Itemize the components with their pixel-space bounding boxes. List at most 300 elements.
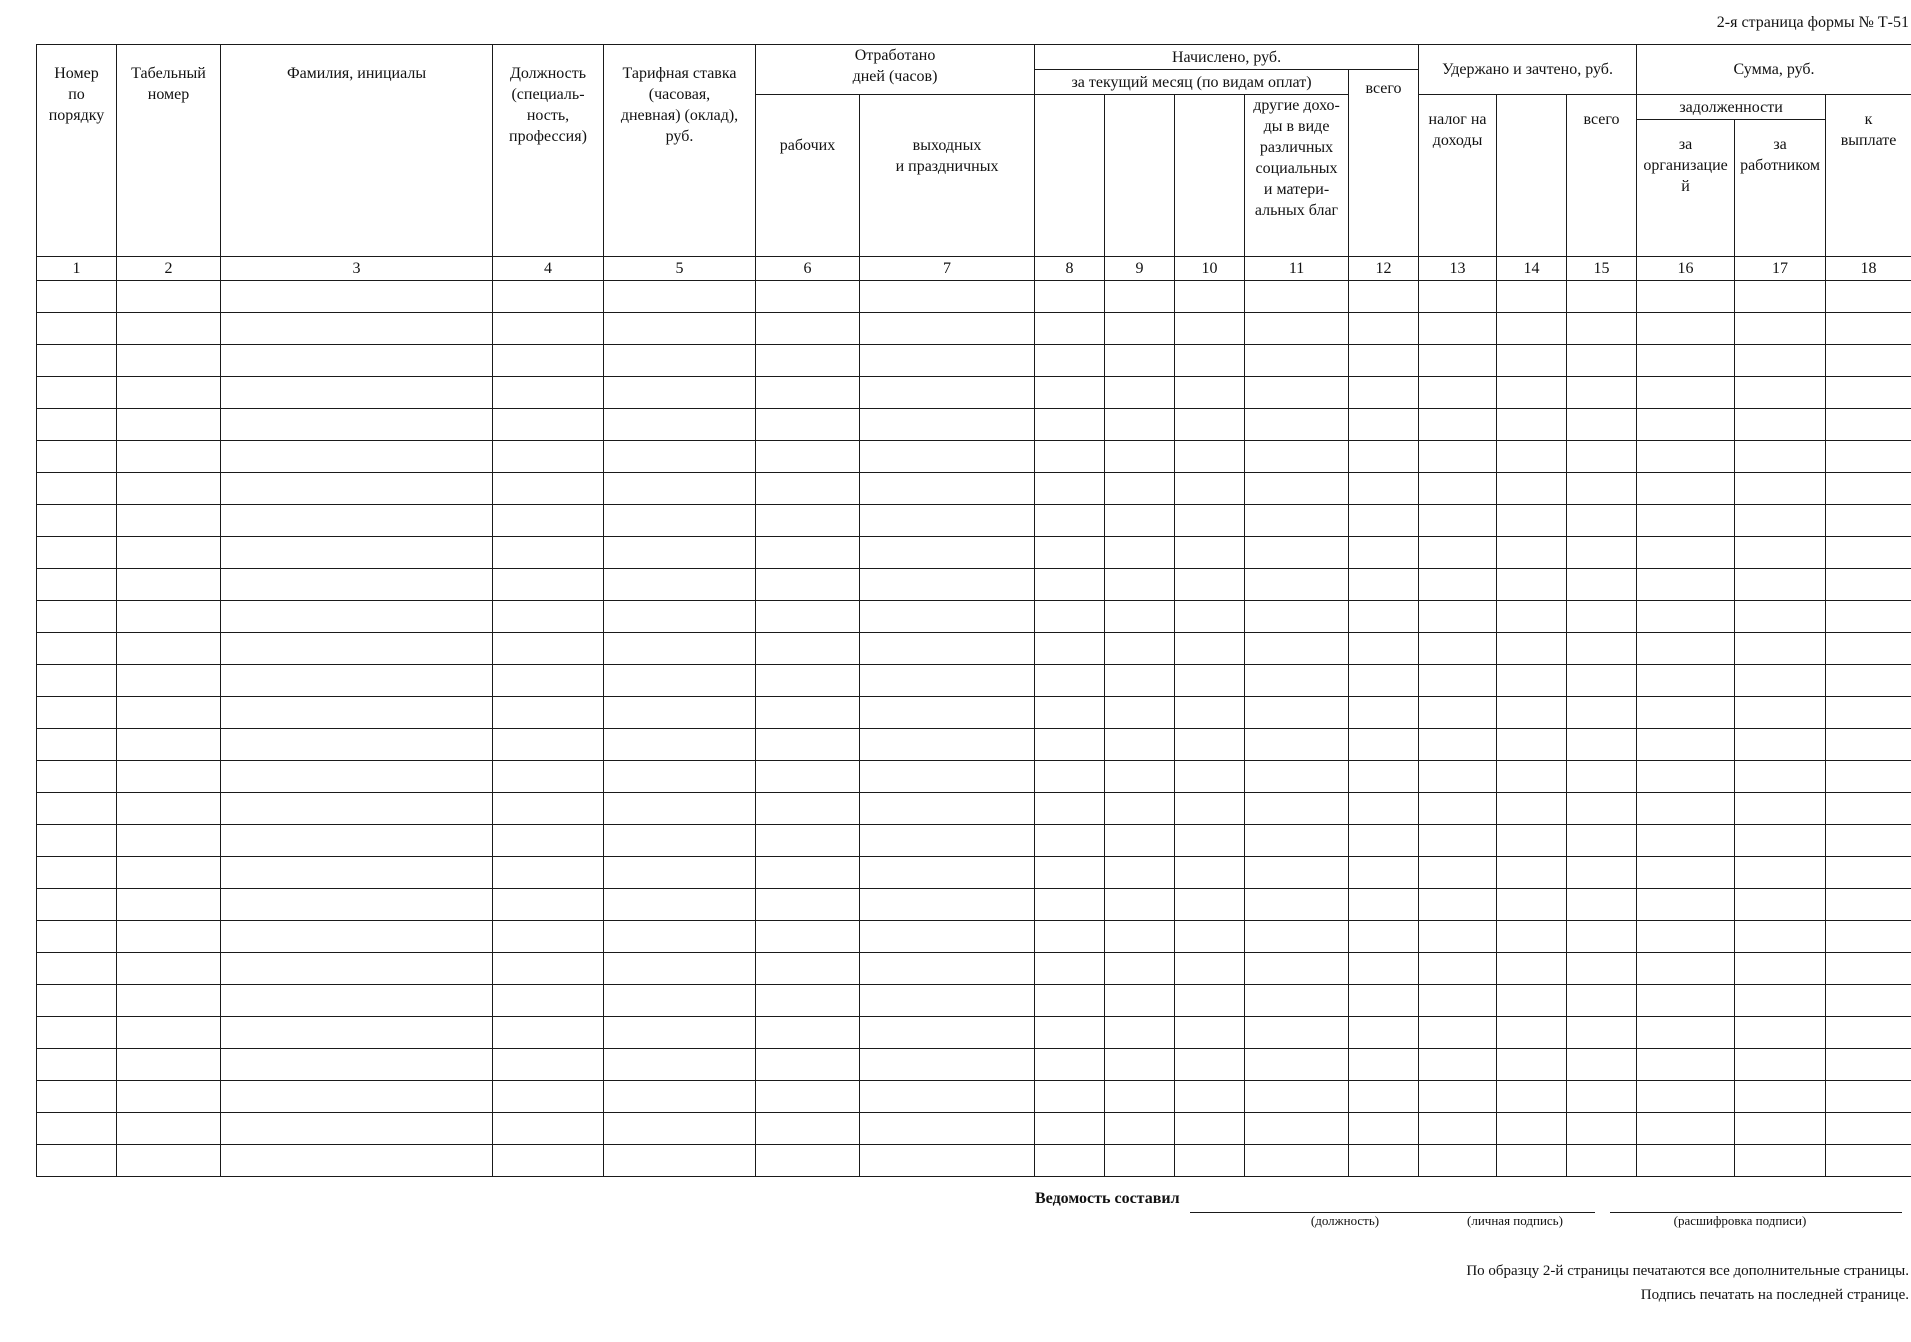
table-cell[interactable]	[604, 569, 756, 601]
table-cell[interactable]	[1637, 953, 1735, 985]
table-cell[interactable]	[604, 985, 756, 1017]
table-cell[interactable]	[604, 793, 756, 825]
table-cell[interactable]	[1175, 1145, 1245, 1177]
table-cell[interactable]	[1035, 569, 1105, 601]
table-cell[interactable]	[1105, 889, 1175, 921]
table-cell[interactable]	[1175, 601, 1245, 633]
table-cell[interactable]	[1419, 1017, 1497, 1049]
table-cell[interactable]	[1567, 601, 1637, 633]
table-cell[interactable]	[1245, 665, 1349, 697]
table-cell[interactable]	[1245, 921, 1349, 953]
table-cell[interactable]	[117, 825, 221, 857]
table-cell[interactable]	[1175, 569, 1245, 601]
table-cell[interactable]	[1497, 953, 1567, 985]
table-cell[interactable]	[1245, 729, 1349, 761]
table-cell[interactable]	[37, 313, 117, 345]
table-cell[interactable]	[1637, 793, 1735, 825]
table-cell[interactable]	[860, 505, 1035, 537]
table-cell[interactable]	[221, 537, 493, 569]
table-cell[interactable]	[1826, 1049, 1911, 1081]
table-cell[interactable]	[1497, 793, 1567, 825]
table-cell[interactable]	[1035, 377, 1105, 409]
table-cell[interactable]	[37, 697, 117, 729]
table-cell[interactable]	[1567, 473, 1637, 505]
table-cell[interactable]	[1419, 1081, 1497, 1113]
table-cell[interactable]	[117, 537, 221, 569]
table-cell[interactable]	[1419, 377, 1497, 409]
table-cell[interactable]	[37, 281, 117, 313]
table-cell[interactable]	[1735, 537, 1826, 569]
table-cell[interactable]	[493, 1049, 604, 1081]
table-cell[interactable]	[604, 473, 756, 505]
table-cell[interactable]	[1419, 697, 1497, 729]
table-cell[interactable]	[1735, 985, 1826, 1017]
table-cell[interactable]	[1735, 761, 1826, 793]
table-cell[interactable]	[37, 441, 117, 473]
table-cell[interactable]	[1175, 633, 1245, 665]
table-cell[interactable]	[1175, 921, 1245, 953]
table-cell[interactable]	[37, 729, 117, 761]
table-cell[interactable]	[1035, 825, 1105, 857]
table-cell[interactable]	[493, 825, 604, 857]
table-cell[interactable]	[117, 569, 221, 601]
table-cell[interactable]	[221, 441, 493, 473]
table-cell[interactable]	[1735, 281, 1826, 313]
table-cell[interactable]	[1175, 793, 1245, 825]
table-cell[interactable]	[37, 1081, 117, 1113]
table-cell[interactable]	[1419, 1145, 1497, 1177]
table-cell[interactable]	[1035, 633, 1105, 665]
table-cell[interactable]	[860, 1145, 1035, 1177]
table-cell[interactable]	[221, 409, 493, 441]
table-cell[interactable]	[1567, 345, 1637, 377]
table-cell[interactable]	[604, 825, 756, 857]
table-cell[interactable]	[604, 505, 756, 537]
table-cell[interactable]	[1637, 377, 1735, 409]
table-cell[interactable]	[756, 665, 860, 697]
table-cell[interactable]	[1826, 1113, 1911, 1145]
table-cell[interactable]	[1567, 409, 1637, 441]
table-cell[interactable]	[756, 953, 860, 985]
table-cell[interactable]	[1637, 665, 1735, 697]
table-cell[interactable]	[604, 665, 756, 697]
table-cell[interactable]	[37, 377, 117, 409]
table-cell[interactable]	[1637, 761, 1735, 793]
table-cell[interactable]	[1826, 537, 1911, 569]
table-cell[interactable]	[1735, 729, 1826, 761]
table-cell[interactable]	[860, 953, 1035, 985]
table-cell[interactable]	[1567, 633, 1637, 665]
table-cell[interactable]	[1826, 1145, 1911, 1177]
table-cell[interactable]	[117, 313, 221, 345]
table-cell[interactable]	[1497, 633, 1567, 665]
table-cell[interactable]	[756, 345, 860, 377]
table-cell[interactable]	[1349, 281, 1419, 313]
table-cell[interactable]	[1637, 345, 1735, 377]
table-cell[interactable]	[756, 537, 860, 569]
table-cell[interactable]	[493, 313, 604, 345]
table-cell[interactable]	[1419, 537, 1497, 569]
table-cell[interactable]	[1567, 825, 1637, 857]
table-cell[interactable]	[756, 409, 860, 441]
table-cell[interactable]	[1735, 921, 1826, 953]
table-cell[interactable]	[1035, 441, 1105, 473]
table-cell[interactable]	[756, 1113, 860, 1145]
table-cell[interactable]	[1105, 825, 1175, 857]
table-cell[interactable]	[37, 1017, 117, 1049]
table-cell[interactable]	[1349, 889, 1419, 921]
table-cell[interactable]	[1245, 377, 1349, 409]
table-cell[interactable]	[1349, 441, 1419, 473]
table-cell[interactable]	[1035, 1113, 1105, 1145]
table-cell[interactable]	[604, 313, 756, 345]
table-cell[interactable]	[1735, 857, 1826, 889]
table-cell[interactable]	[37, 1049, 117, 1081]
table-cell[interactable]	[1035, 793, 1105, 825]
table-cell[interactable]	[1105, 729, 1175, 761]
table-cell[interactable]	[493, 985, 604, 1017]
table-cell[interactable]	[1735, 1145, 1826, 1177]
table-cell[interactable]	[860, 569, 1035, 601]
table-cell[interactable]	[493, 505, 604, 537]
table-cell[interactable]	[860, 1017, 1035, 1049]
table-cell[interactable]	[1175, 825, 1245, 857]
table-cell[interactable]	[493, 793, 604, 825]
table-cell[interactable]	[860, 889, 1035, 921]
table-cell[interactable]	[1826, 1017, 1911, 1049]
table-cell[interactable]	[1349, 953, 1419, 985]
table-cell[interactable]	[604, 345, 756, 377]
table-cell[interactable]	[1567, 1049, 1637, 1081]
table-cell[interactable]	[117, 409, 221, 441]
table-cell[interactable]	[1735, 377, 1826, 409]
table-cell[interactable]	[1497, 1081, 1567, 1113]
table-cell[interactable]	[37, 825, 117, 857]
table-cell[interactable]	[604, 1049, 756, 1081]
table-cell[interactable]	[756, 281, 860, 313]
table-cell[interactable]	[1349, 665, 1419, 697]
table-cell[interactable]	[1419, 761, 1497, 793]
table-cell[interactable]	[1175, 1081, 1245, 1113]
table-cell[interactable]	[1349, 825, 1419, 857]
table-cell[interactable]	[1826, 505, 1911, 537]
table-cell[interactable]	[1105, 345, 1175, 377]
table-cell[interactable]	[756, 825, 860, 857]
table-cell[interactable]	[860, 601, 1035, 633]
table-cell[interactable]	[1637, 825, 1735, 857]
table-cell[interactable]	[1419, 729, 1497, 761]
table-cell[interactable]	[1105, 953, 1175, 985]
table-cell[interactable]	[37, 345, 117, 377]
table-cell[interactable]	[493, 889, 604, 921]
table-cell[interactable]	[221, 1049, 493, 1081]
table-cell[interactable]	[221, 729, 493, 761]
table-cell[interactable]	[493, 441, 604, 473]
table-cell[interactable]	[1497, 345, 1567, 377]
table-cell[interactable]	[1497, 281, 1567, 313]
table-cell[interactable]	[756, 313, 860, 345]
table-cell[interactable]	[493, 537, 604, 569]
table-cell[interactable]	[1419, 985, 1497, 1017]
table-cell[interactable]	[117, 1017, 221, 1049]
table-cell[interactable]	[860, 921, 1035, 953]
table-cell[interactable]	[1567, 857, 1637, 889]
table-cell[interactable]	[1035, 601, 1105, 633]
table-cell[interactable]	[604, 729, 756, 761]
table-cell[interactable]	[117, 985, 221, 1017]
table-cell[interactable]	[1497, 985, 1567, 1017]
table-cell[interactable]	[493, 1145, 604, 1177]
table-cell[interactable]	[604, 1081, 756, 1113]
table-cell[interactable]	[1349, 313, 1419, 345]
table-cell[interactable]	[117, 377, 221, 409]
table-cell[interactable]	[1175, 409, 1245, 441]
table-cell[interactable]	[37, 889, 117, 921]
table-cell[interactable]	[860, 825, 1035, 857]
table-cell[interactable]	[1175, 1113, 1245, 1145]
table-cell[interactable]	[1035, 985, 1105, 1017]
table-cell[interactable]	[1735, 313, 1826, 345]
table-cell[interactable]	[1826, 569, 1911, 601]
table-cell[interactable]	[1735, 505, 1826, 537]
table-cell[interactable]	[221, 793, 493, 825]
table-cell[interactable]	[1419, 601, 1497, 633]
table-cell[interactable]	[1637, 889, 1735, 921]
table-cell[interactable]	[1175, 665, 1245, 697]
table-cell[interactable]	[1637, 505, 1735, 537]
table-cell[interactable]	[860, 473, 1035, 505]
table-cell[interactable]	[1105, 633, 1175, 665]
table-cell[interactable]	[1419, 505, 1497, 537]
table-cell[interactable]	[221, 761, 493, 793]
table-cell[interactable]	[1175, 473, 1245, 505]
table-cell[interactable]	[221, 377, 493, 409]
table-cell[interactable]	[1826, 601, 1911, 633]
table-cell[interactable]	[1497, 761, 1567, 793]
table-cell[interactable]	[221, 1145, 493, 1177]
table-cell[interactable]	[1826, 985, 1911, 1017]
table-cell[interactable]	[37, 505, 117, 537]
table-cell[interactable]	[1105, 985, 1175, 1017]
table-cell[interactable]	[1419, 889, 1497, 921]
table-cell[interactable]	[860, 761, 1035, 793]
table-cell[interactable]	[1105, 665, 1175, 697]
table-cell[interactable]	[117, 505, 221, 537]
table-cell[interactable]	[1567, 793, 1637, 825]
table-cell[interactable]	[604, 633, 756, 665]
table-cell[interactable]	[1497, 313, 1567, 345]
table-cell[interactable]	[1735, 665, 1826, 697]
table-cell[interactable]	[1105, 569, 1175, 601]
table-cell[interactable]	[37, 537, 117, 569]
table-cell[interactable]	[1419, 857, 1497, 889]
table-cell[interactable]	[604, 1113, 756, 1145]
table-cell[interactable]	[493, 377, 604, 409]
table-cell[interactable]	[1419, 953, 1497, 985]
table-cell[interactable]	[756, 473, 860, 505]
table-cell[interactable]	[1419, 633, 1497, 665]
table-cell[interactable]	[860, 793, 1035, 825]
table-cell[interactable]	[117, 953, 221, 985]
table-cell[interactable]	[1245, 1081, 1349, 1113]
table-cell[interactable]	[1637, 921, 1735, 953]
table-cell[interactable]	[117, 697, 221, 729]
table-cell[interactable]	[493, 1113, 604, 1145]
table-cell[interactable]	[1735, 697, 1826, 729]
table-cell[interactable]	[1637, 697, 1735, 729]
table-cell[interactable]	[1035, 697, 1105, 729]
table-cell[interactable]	[493, 953, 604, 985]
table-cell[interactable]	[1567, 921, 1637, 953]
table-cell[interactable]	[1826, 313, 1911, 345]
table-cell[interactable]	[1349, 985, 1419, 1017]
table-cell[interactable]	[1349, 729, 1419, 761]
table-cell[interactable]	[1826, 889, 1911, 921]
table-cell[interactable]	[1567, 1145, 1637, 1177]
table-cell[interactable]	[1175, 889, 1245, 921]
table-cell[interactable]	[1349, 473, 1419, 505]
table-cell[interactable]	[1419, 825, 1497, 857]
table-cell[interactable]	[1735, 1049, 1826, 1081]
table-cell[interactable]	[756, 761, 860, 793]
table-cell[interactable]	[117, 281, 221, 313]
table-cell[interactable]	[860, 633, 1035, 665]
table-cell[interactable]	[860, 1113, 1035, 1145]
table-cell[interactable]	[1105, 409, 1175, 441]
table-cell[interactable]	[1497, 921, 1567, 953]
table-cell[interactable]	[221, 953, 493, 985]
table-cell[interactable]	[1245, 761, 1349, 793]
table-cell[interactable]	[1105, 1145, 1175, 1177]
table-cell[interactable]	[1175, 441, 1245, 473]
table-cell[interactable]	[493, 921, 604, 953]
table-cell[interactable]	[1826, 729, 1911, 761]
table-cell[interactable]	[1497, 825, 1567, 857]
table-cell[interactable]	[1637, 537, 1735, 569]
table-cell[interactable]	[1175, 281, 1245, 313]
table-cell[interactable]	[1419, 281, 1497, 313]
table-cell[interactable]	[1245, 569, 1349, 601]
table-cell[interactable]	[1826, 633, 1911, 665]
table-cell[interactable]	[756, 1145, 860, 1177]
table-cell[interactable]	[1245, 473, 1349, 505]
table-cell[interactable]	[1105, 313, 1175, 345]
table-cell[interactable]	[1035, 345, 1105, 377]
table-cell[interactable]	[1245, 985, 1349, 1017]
table-cell[interactable]	[1245, 1145, 1349, 1177]
table-cell[interactable]	[221, 281, 493, 313]
table-cell[interactable]	[1826, 665, 1911, 697]
table-cell[interactable]	[1637, 1145, 1735, 1177]
table-cell[interactable]	[1497, 1049, 1567, 1081]
table-cell[interactable]	[860, 665, 1035, 697]
table-cell[interactable]	[221, 569, 493, 601]
table-cell[interactable]	[1826, 441, 1911, 473]
table-cell[interactable]	[221, 313, 493, 345]
table-cell[interactable]	[1105, 793, 1175, 825]
table-cell[interactable]	[493, 345, 604, 377]
table-cell[interactable]	[1349, 409, 1419, 441]
table-cell[interactable]	[1245, 697, 1349, 729]
table-cell[interactable]	[1105, 505, 1175, 537]
table-cell[interactable]	[1826, 409, 1911, 441]
table-cell[interactable]	[1735, 473, 1826, 505]
table-cell[interactable]	[1497, 537, 1567, 569]
table-cell[interactable]	[117, 889, 221, 921]
table-cell[interactable]	[1245, 1113, 1349, 1145]
table-cell[interactable]	[1419, 441, 1497, 473]
table-cell[interactable]	[1105, 857, 1175, 889]
table-cell[interactable]	[1567, 569, 1637, 601]
table-cell[interactable]	[1105, 601, 1175, 633]
table-cell[interactable]	[1637, 441, 1735, 473]
table-cell[interactable]	[1735, 633, 1826, 665]
table-cell[interactable]	[1175, 313, 1245, 345]
table-cell[interactable]	[1567, 1017, 1637, 1049]
table-cell[interactable]	[1497, 377, 1567, 409]
table-cell[interactable]	[1497, 601, 1567, 633]
table-cell[interactable]	[860, 281, 1035, 313]
table-cell[interactable]	[1826, 473, 1911, 505]
table-cell[interactable]	[37, 1145, 117, 1177]
table-cell[interactable]	[1245, 601, 1349, 633]
table-cell[interactable]	[1175, 697, 1245, 729]
table-cell[interactable]	[117, 857, 221, 889]
table-cell[interactable]	[493, 601, 604, 633]
table-cell[interactable]	[1175, 761, 1245, 793]
table-cell[interactable]	[493, 1017, 604, 1049]
table-cell[interactable]	[1035, 921, 1105, 953]
table-cell[interactable]	[493, 409, 604, 441]
table-cell[interactable]	[860, 409, 1035, 441]
table-cell[interactable]	[1735, 409, 1826, 441]
table-cell[interactable]	[37, 857, 117, 889]
table-cell[interactable]	[1245, 345, 1349, 377]
table-cell[interactable]	[1035, 505, 1105, 537]
table-cell[interactable]	[1735, 953, 1826, 985]
table-cell[interactable]	[1349, 761, 1419, 793]
table-cell[interactable]	[117, 761, 221, 793]
table-cell[interactable]	[860, 729, 1035, 761]
table-cell[interactable]	[1349, 1017, 1419, 1049]
table-cell[interactable]	[1105, 1081, 1175, 1113]
table-cell[interactable]	[860, 345, 1035, 377]
table-cell[interactable]	[221, 825, 493, 857]
table-cell[interactable]	[37, 633, 117, 665]
table-cell[interactable]	[1105, 473, 1175, 505]
table-cell[interactable]	[1419, 313, 1497, 345]
table-cell[interactable]	[1105, 441, 1175, 473]
table-cell[interactable]	[1105, 377, 1175, 409]
table-cell[interactable]	[1497, 569, 1567, 601]
table-cell[interactable]	[117, 793, 221, 825]
table-cell[interactable]	[1826, 953, 1911, 985]
table-cell[interactable]	[1735, 793, 1826, 825]
table-cell[interactable]	[221, 1081, 493, 1113]
table-cell[interactable]	[1245, 857, 1349, 889]
table-cell[interactable]	[604, 441, 756, 473]
table-cell[interactable]	[1735, 1081, 1826, 1113]
table-cell[interactable]	[1419, 569, 1497, 601]
table-cell[interactable]	[756, 1049, 860, 1081]
table-cell[interactable]	[1349, 345, 1419, 377]
table-cell[interactable]	[1175, 985, 1245, 1017]
table-cell[interactable]	[117, 1113, 221, 1145]
table-cell[interactable]	[1567, 761, 1637, 793]
table-cell[interactable]	[1245, 537, 1349, 569]
table-cell[interactable]	[1035, 857, 1105, 889]
table-cell[interactable]	[756, 441, 860, 473]
